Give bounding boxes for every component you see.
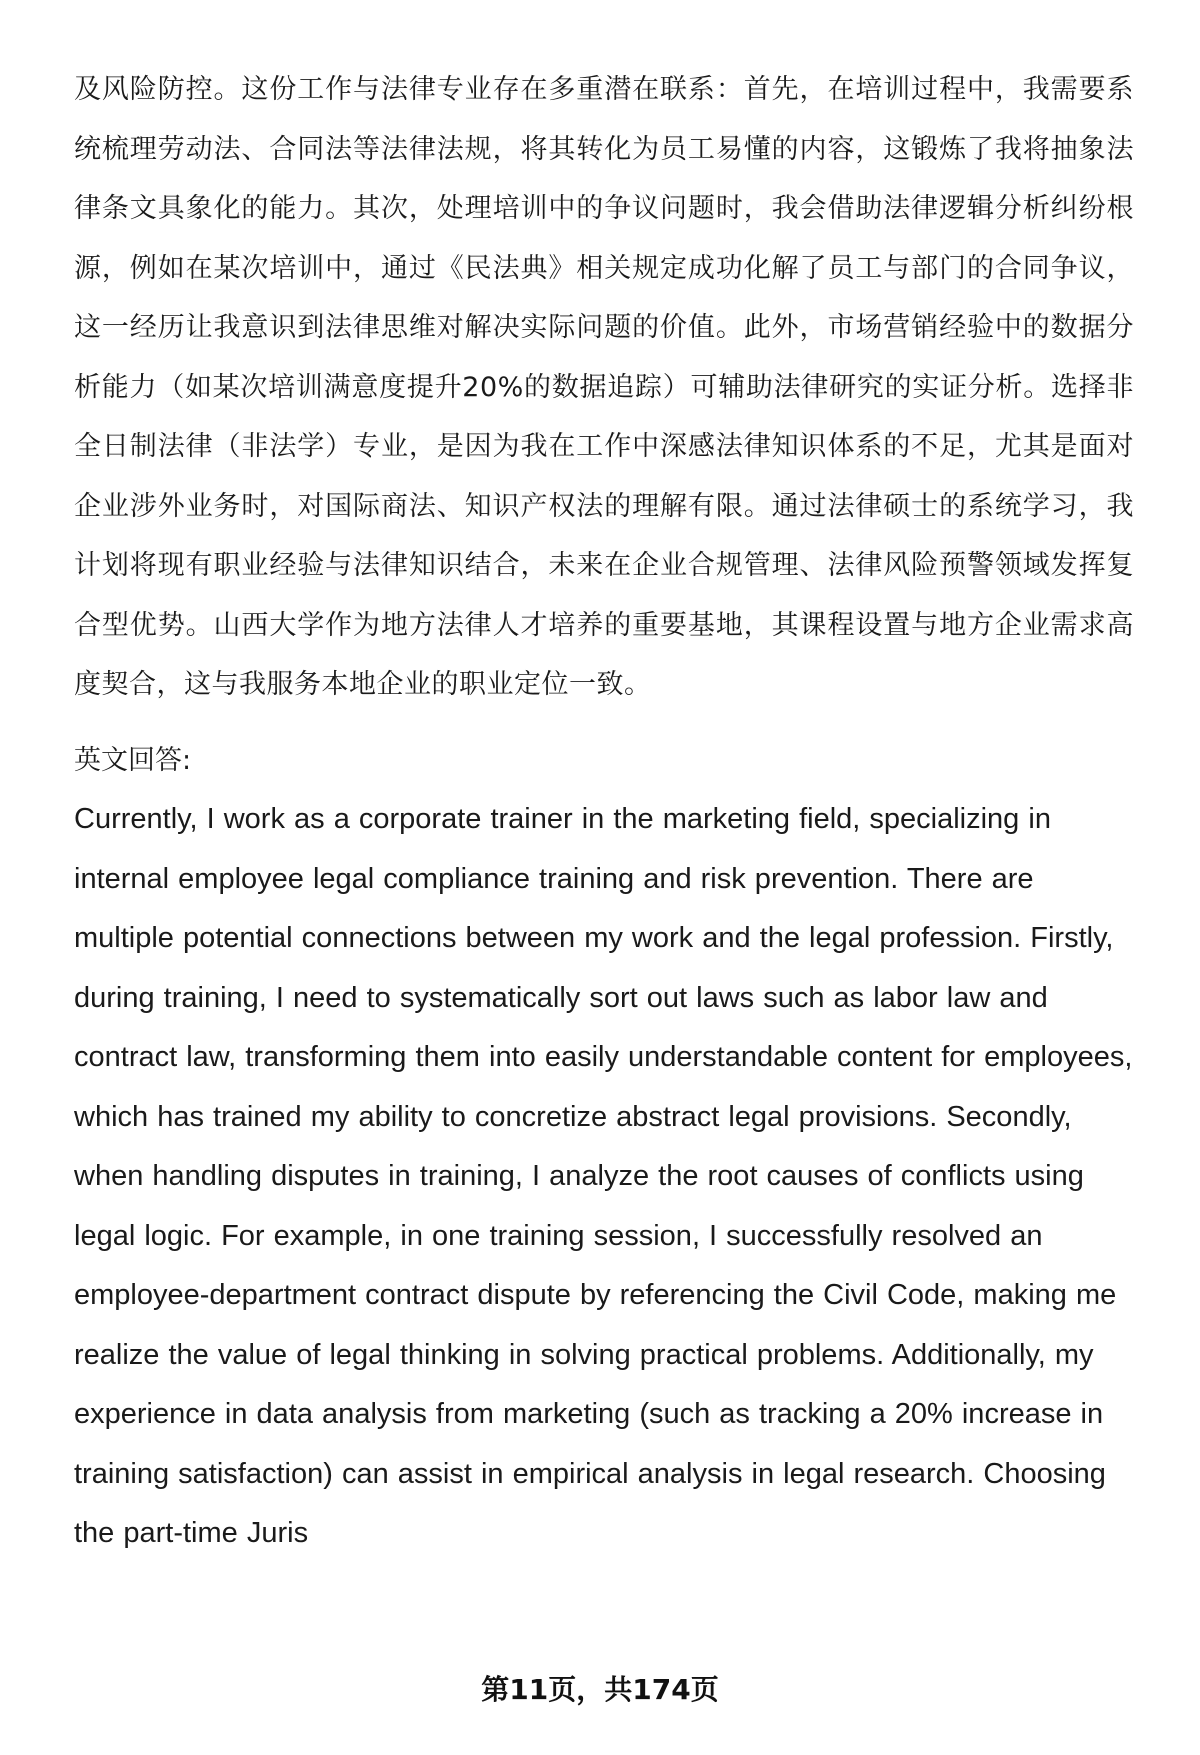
english-answer-paragraph: Currently, I work as a corporate trainer in the marketing field, specializing in internal employee legal compliance training and risk prevention. There are multiple potential connections between my work and the legal profession. Firstly, during training, I need to systematically sort out laws such as labor law and contract law, transforming them into easily understandable content for employees, which has trained my ability to concretize abstract legal provisions. Secondly, when handling disputes in training, I analyze the root causes of conflicts using legal logic. For example, in one training session, I successfully resolved an employee-department contract dispute by referencing the Civil Code, making me realize the value of legal thinking in solving practical problems. Additionally, my experience in data analysis from marketing (such as tracking a 20% increase in training satisfaction) can assist in empirical analysis in legal research. Choosing the part-time Juris (74, 803, 1133, 1549)
page-number-footer: 第11页，共174页 (481, 1673, 719, 1706)
english-answer-heading: 英文回答: (74, 744, 192, 776)
chinese-answer-paragraph: 及风险防控。这份工作与法律专业存在多重潜在联系：首先，在培训过程中，我需要系统梳理劳动法、合同法等法律法规，将其转化为员工易懂的内容，这锻炼了我将抽象法律条文具象化的能力。其次，处理培训中的争议问题时，我会借助法律逻辑分析纠纷根源，例如在某次培训中，通过《民法典》相关规定成功化解了员工与部门的合同争议，这一经历让我意识到法律思维对解决实际问题的价值。此外，市场营销经验中的数据分析能力（如某次培训满意度提升20%的数据追踪）可辅助法律研究的实证分析。选择非全日制法律（非法学）专业，是因为我在工作中深感法律知识体系的不足，尤其是面对企业涉外业务时，对国际商法、知识产权法的理解有限。通过法律硕士的系统学习，我计划将现有职业经验与法律知识结合，未来在企业合规管理、法律风险预警领域发挥复合型优势。山西大学作为地方法律人才培养的重要基地，其课程设置与地方企业需求高度契合，这与我服务本地企业的职业定位一致。 (74, 74, 1134, 700)
document-body (74, 60, 1134, 1564)
